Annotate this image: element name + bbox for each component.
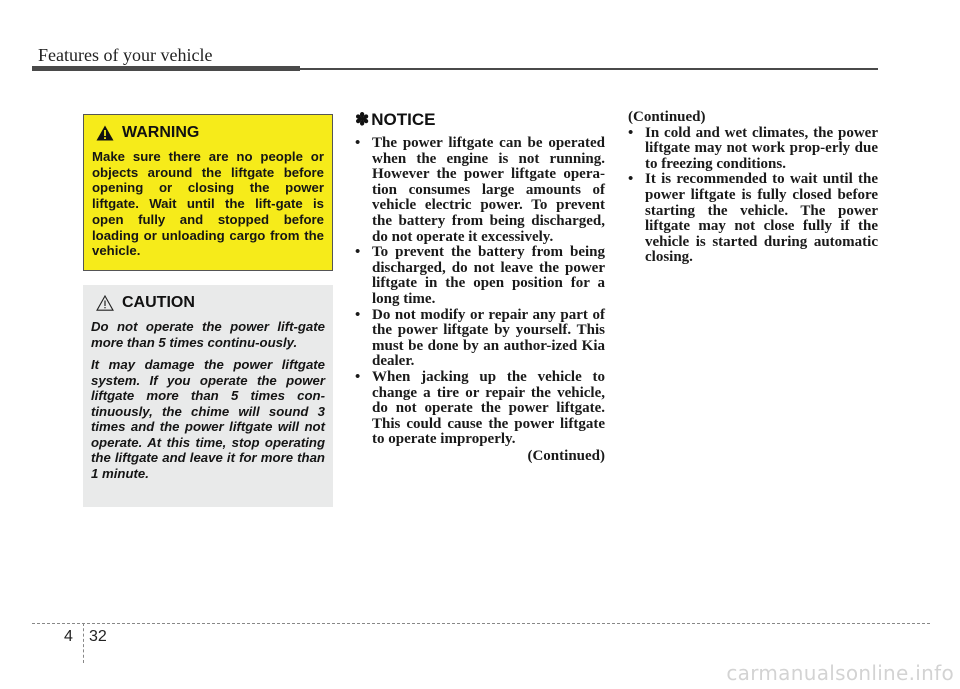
caution-title-row [91,291,325,315]
notice-item-text: It is recommended to wait until the power liftgate is fully closed before starting the vehicle. The power liftgate may not close fully if the vehicle is started during automatic closing. [645,171,878,266]
notice-item-text: When jacking up the vehicle to change a tire or repair the vehicle, do not operate the power liftgate. This could cause the power liftgate to operate improperly. [372,368,605,448]
notice-list-item [628,172,878,266]
bullet-icon: • [628,171,634,188]
caution-triangle-icon [96,295,114,311]
notice-item-text: To prevent the battery from being discharged, do not leave the power liftgate in the open position for a long time. [372,244,605,307]
notice-continued-section [628,110,878,266]
bullet-icon: • [355,244,361,261]
page-number: 32 [89,628,107,645]
notice-item-text: The power liftgate can be operated when the engine is not running. However the power liftgate opera-tion consumes large amounts of vehicle electric power. To prevent the battery from being discharged, do not operate it excessively. [372,135,605,245]
notice-list-item [355,136,605,245]
caution-box [83,285,333,507]
notice-section [355,110,605,465]
page-header-title: Features of your vehicle [38,45,213,65]
notice-title: NOTICE [371,110,436,129]
watermark: carmanualsonline.info [726,661,954,685]
footer-divider [83,623,84,663]
continued-label: (Continued) [628,109,706,125]
bullet-icon: • [355,368,361,385]
warning-triangle-icon [96,125,114,141]
bullet-icon: • [355,306,361,323]
bullet-icon: • [628,124,634,141]
notice-heading [355,110,605,130]
header-rule-thick [32,66,300,71]
warning-title: WARNING [122,124,200,141]
header-rule-thin [300,68,878,70]
notice-list-item [355,308,605,370]
warning-title-row [92,121,324,145]
notice-item-text: Do not modify or repair any part of the power liftgate by yourself. This must be done by an author-ized Kia dealer. [372,306,605,370]
caution-paragraph: It may damage the power liftgate system. If you operate the power liftgate more than 5 times con-tinuously, the chime will sound 3 times and the power liftgate will not operate. At this time, stop operating the liftgate and leave it for more than 1 minute. [91,357,325,481]
notice-item-text: In cold and wet climates, the power liftgate may not work prop-erly due to freezing conditions. [645,124,878,172]
notice-list-item [355,370,605,448]
section-number: 4 [64,628,73,645]
notice-list-item [355,245,605,307]
caution-title: CAUTION [122,294,195,311]
footer-rule [32,623,930,624]
warning-box [83,114,333,271]
warning-text: Make sure there are no people or objects around the liftgate before opening or closing the power liftgate. Wait until the lift-gate is open fully and stopped before loading or unloading cargo from the vehicle. [92,149,324,259]
bullet-icon: • [355,135,361,151]
notice-list-item [628,126,878,173]
notice-star-icon: ✽ [355,110,370,129]
continued-label: (Continued) [527,447,605,464]
caution-paragraph: Do not operate the power lift-gate more than 5 times continu-ously. [91,319,325,350]
